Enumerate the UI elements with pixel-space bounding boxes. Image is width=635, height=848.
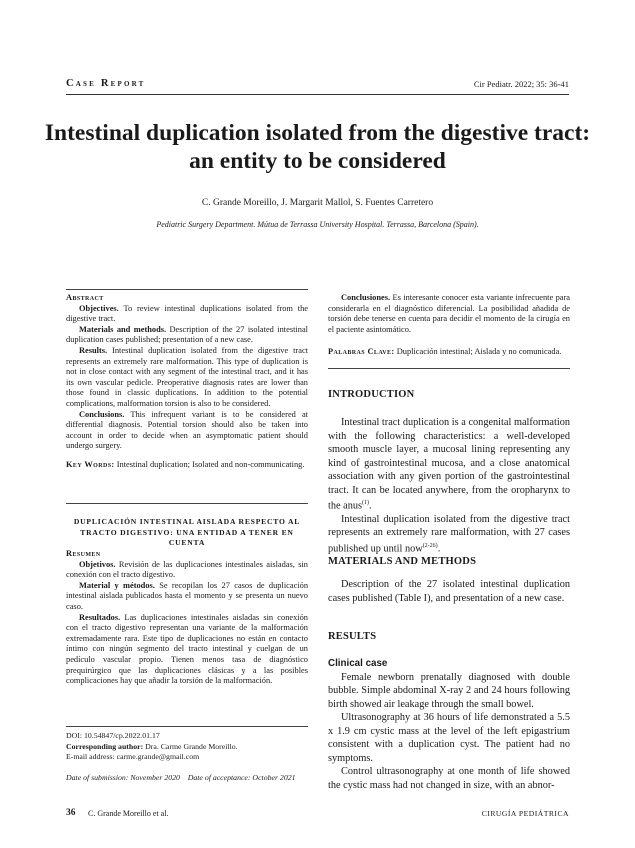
citation-ref: (1) [362, 500, 370, 506]
introduction-paragraph-1: Intestinal tract duplication is a congenital malformation with the following characteristics: a well-developed smooth muscle layer, a mucosal lining representing any kind of gastrointestinal mucosa, and a close anatomical association with any given portion of the gastrointestinal tract. It can be located anywhere, from the oropharynx to the anus$^{(1)}$. [328, 417, 570, 512]
label: Objetivos. [79, 559, 116, 569]
abstract-heading: Abstract [66, 293, 104, 302]
abstract-keywords [66, 460, 308, 471]
methods-body [328, 578, 570, 605]
keywords-rule [328, 368, 570, 369]
abstract-top-rule [66, 289, 308, 290]
label: Resultados. [79, 612, 121, 622]
text: Intestinal duplication isolated from the digestive tract represents an extremely rare malformation, with 27 cases published up until now [328, 513, 570, 555]
introduction-body [328, 416, 570, 556]
methods-heading: MATERIALS AND METHODS [328, 556, 477, 567]
abstract-methods [66, 325, 308, 346]
citation-ref: (2-26) [422, 542, 438, 549]
spanish-top-rule [66, 503, 308, 504]
label: Objectives. [79, 303, 119, 313]
spanish-title: DUPLICACIÓN INTESTINAL AISLADA RESPECTO AL TRACTO DIGESTIVO: UNA ENTIDAD A TENER EN CUENTA [73, 517, 301, 547]
label: Material y métodos. [79, 580, 155, 590]
text: This infrequent variant is to be considered at differential diagnosis. Potential torsion should also be taken into account in order to decide when an asymptomatic patient should undergo surgery. [66, 409, 308, 451]
text: Las duplicaciones intestinales aisladas sin conexión con el tracto digestivo representan una variante de la malformación extremadamente rara. Este tipo de duplicaciones no están en contacto íntimo con ningún segmento del tracto intestinal y cuelgan de un pedículo vascular propio. Tienen menos tasa de diagnóstico prequirúrgico que las duplicaciones clásicas y a las posibles complicaciones hay que añadir la torsión de la malformación. [66, 612, 308, 686]
article-title-line-2: an entity to be considered [189, 148, 446, 174]
abstract-results [66, 346, 308, 410]
results-paragraph-3: Control ultrasonography at one month of life showed the cystic mass had not changed in size, with an abnor- [328, 766, 570, 791]
resumen-material [66, 581, 308, 613]
abstract-section [66, 293, 308, 471]
text: Intestinal tract duplication is a congenital malformation with the following characteristics: a well-developed smooth muscle layer, a mucosal lining representing any kind of gastrointestinal mucosa, and a close anatomical association with any given portion of the gastrointestinal tract. It can be located anywhere, from the oropharynx to the anus [328, 417, 570, 512]
results-heading: RESULTS [328, 631, 377, 642]
text: Intestinal duplication isolated from the digestive tract represents an extremely rare malformation. This type of duplication is not in close contact with any segment of the intestinal tract, and it has its own vascular pedicle. Preoperative diagnosis rates are lower than those found in classic duplications. In addition to the potential complications, malformation torsion is also to be considered. [66, 345, 308, 408]
results-body [328, 657, 570, 792]
footer-authors: C. Grande Moreillo et al. [88, 809, 169, 818]
label: Corresponding author: [66, 741, 144, 751]
author-list: C. Grande Moreillo, J. Margarit Mallol, S. Fuentes Carretero [201, 198, 434, 208]
resumen-continued [328, 293, 570, 358]
label: Results. [79, 345, 108, 355]
label: Palabras Clave: [328, 347, 395, 357]
resumen-objetivos [66, 560, 308, 581]
introduction-heading: INTRODUCTION [328, 389, 415, 400]
results-subheading: Clinical case [328, 658, 388, 669]
submission-dates: Date of submission: November 2020 Date of acceptance: October 2021 [66, 772, 296, 782]
palabras-clave [328, 347, 570, 358]
corresponding-author [66, 742, 308, 753]
label: Key Words: [66, 459, 115, 469]
text: Revisión de las duplicaciones intestinales aisladas, sin conexión con el tracto digestivo. [66, 559, 308, 580]
introduction-paragraph-2: Intestinal duplication isolated from the digestive tract represents an extremely rare malformation, with 27 cases published up until now$^{(2-26)}$. [328, 513, 570, 555]
doi: DOI: 10.54847/cp.2022.01.17 [66, 731, 160, 740]
section-label: Case Report [66, 78, 146, 89]
label: Materials and methods. [79, 324, 167, 334]
journal-citation: Cir Pediatr. 2022; 35: 36-41 [473, 79, 569, 89]
email: E-mail address: carme.grande@gmail.com [66, 752, 200, 762]
abstract-objectives [66, 304, 308, 325]
footer-journal: CIRUGÍA PEDIÁTRICA [481, 809, 569, 818]
resumen-section [66, 549, 308, 687]
resumen-resultados [66, 613, 308, 687]
abstract-conclusions [66, 410, 308, 452]
results-paragraph-2: Ultrasonography at 36 hours of life demonstrated a 5.5 x 1.9 cm cystic mass at the level of the left epigastrium consistent with a duplication cyst. The patient had no symptoms. [328, 712, 570, 764]
results-paragraph-1: Female newborn prenatally diagnosed with double bubble. Simple abdominal X-ray 2 and 24 hours following birth showed air leakage through the small bowel. [328, 671, 570, 710]
header-divider [66, 94, 569, 95]
resumen-conclusiones [328, 293, 570, 335]
text: Dra. Carme Grande Moreillo. [143, 741, 238, 751]
label: Conclusions. [79, 409, 125, 419]
affiliation: Pediatric Surgery Department. Mútua de Terrassa University Hospital. Terrassa, Barcelona (Spain). [156, 220, 479, 229]
page-number: 36 [66, 808, 76, 818]
article-title-line-1: Intestinal duplication isolated from the digestive tract: [44, 120, 591, 146]
text: Es interesante conocer esta variante infrecuente para considerarla en el diagnóstico diferencial. La posibilidad añadida de torsión debe tenerse en cuenta para decidir el momento de la cirugía en el paciente asintomático. [328, 293, 570, 334]
front-matter [66, 731, 308, 783]
methods-paragraph-1: Description of the 27 isolated intestinal duplication cases published (Table I), and presentation of a new case. [328, 579, 570, 604]
text: Description of the 27 isolated intestinal duplication cases published; presentation of a new case. [66, 324, 308, 345]
text: Intestinal duplication; Isolated and non-communicating. [114, 459, 305, 469]
resumen-heading: Resumen [66, 549, 101, 558]
text: Se recopilan los 27 casos de duplicación intestinal aislada publicados hasta el momento y se presenta un nuevo caso. [66, 580, 309, 611]
text: Duplicación intestinal; Aislada y no comunicada. [394, 347, 562, 357]
front-matter-rule [66, 726, 308, 727]
article-title [40, 119, 595, 175]
label: Conclusiones. [341, 293, 391, 302]
text: To review intestinal duplications isolated from the digestive tract. [66, 303, 308, 324]
